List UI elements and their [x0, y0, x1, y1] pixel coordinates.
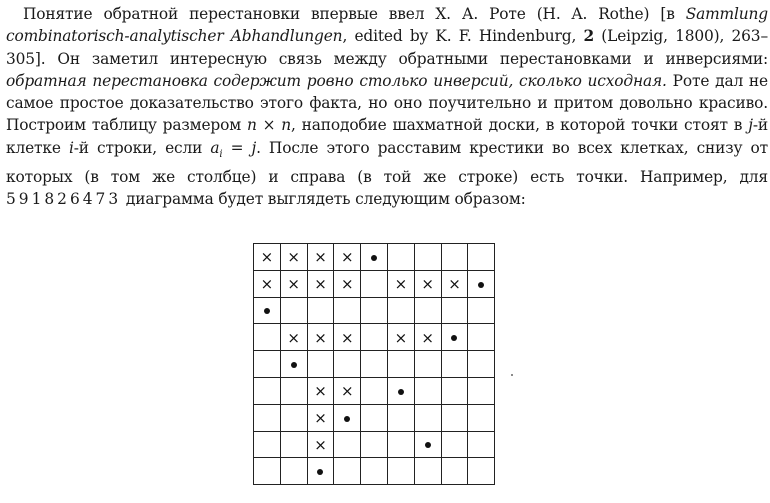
cross-mark: ×	[260, 275, 274, 294]
cross-mark: ×	[314, 275, 327, 294]
grid-cell	[307, 404, 334, 431]
grid-row	[254, 431, 495, 458]
math-subscript-i: i	[219, 148, 223, 160]
grid-cell	[387, 324, 414, 351]
grid-cell	[361, 324, 388, 351]
grid-cell	[307, 431, 334, 458]
grid-cell	[334, 297, 361, 324]
grid-row	[254, 297, 495, 324]
grid-cell	[468, 404, 495, 431]
grid-cell	[387, 297, 414, 324]
grid-cell	[280, 297, 307, 324]
grid-cell	[307, 324, 334, 351]
text-run: (Leipzig, 1800), 263–305]. Он заметил интересную связь между обратными перестановками и инверсиями:	[6, 27, 768, 68]
math-a: a	[210, 138, 220, 157]
grid-row	[254, 244, 495, 271]
grid-cell	[361, 270, 388, 297]
math-equals: =	[222, 138, 252, 157]
grid-cell	[414, 431, 441, 458]
grid-cell	[280, 404, 307, 431]
cross-mark: ×	[421, 275, 434, 294]
body-paragraph	[6, 3, 768, 211]
dot-mark	[344, 416, 350, 422]
grid-cell	[280, 458, 307, 485]
grid-cell	[334, 377, 361, 404]
book-title: Sammlung combinatorisch-analytischer Abhandlungen	[6, 5, 768, 46]
grid-cell	[468, 297, 495, 324]
text-run: , наподобие шахматной доски, в которой точки стоят в	[291, 116, 749, 135]
grid-cell	[334, 270, 361, 297]
grid-cell	[334, 324, 361, 351]
grid-cell	[468, 458, 495, 485]
cross-mark: ×	[287, 248, 300, 267]
cross-mark: ×	[287, 275, 300, 294]
dot-mark	[371, 255, 377, 261]
text-run: диаграмма будет выглядеть следующим образом:	[121, 190, 526, 209]
grid-cell	[387, 351, 414, 378]
grid-cell	[254, 270, 281, 297]
grid-cell	[441, 458, 468, 485]
grid-cell	[307, 458, 334, 485]
stray-dot-mark	[511, 374, 513, 376]
grid-row	[254, 351, 495, 378]
cross-mark: ×	[314, 382, 327, 401]
grid-cell	[334, 244, 361, 271]
grid-cell	[334, 351, 361, 378]
cross-mark: ×	[341, 328, 354, 347]
math-n-by-n: n × n	[246, 116, 291, 135]
grid-cell	[334, 458, 361, 485]
grid-cell	[468, 351, 495, 378]
cross-mark: ×	[314, 409, 327, 428]
theorem-statement: обратная перестановка содержит ровно столько инверсий, сколько исходная.	[6, 71, 667, 90]
grid-cell	[361, 351, 388, 378]
grid-cell	[254, 377, 281, 404]
cross-mark: ×	[314, 435, 327, 454]
grid-cell	[414, 324, 441, 351]
grid-cell	[307, 270, 334, 297]
grid-cell	[441, 297, 468, 324]
grid-cell	[361, 377, 388, 404]
grid-cell	[414, 404, 441, 431]
grid-cell	[280, 377, 307, 404]
grid-cell	[468, 377, 495, 404]
grid-cell	[387, 458, 414, 485]
grid-cell	[468, 324, 495, 351]
grid-cell	[254, 351, 281, 378]
grid-cell	[307, 244, 334, 271]
dot-mark	[291, 362, 297, 368]
text-run: , edited by K. F. Hindenburg,	[342, 27, 584, 46]
grid-cell	[361, 431, 388, 458]
grid-cell	[280, 431, 307, 458]
cross-mark: ×	[287, 328, 300, 347]
text-run: -й клетке	[6, 116, 769, 157]
grid-cell	[414, 377, 441, 404]
grid-cell	[387, 377, 414, 404]
rothe-diagram-grid	[253, 243, 495, 485]
grid-cell	[361, 404, 388, 431]
grid-cell	[307, 297, 334, 324]
grid-cell	[280, 270, 307, 297]
grid-cell	[254, 244, 281, 271]
cross-mark: ×	[314, 328, 327, 347]
dot-mark	[317, 469, 323, 475]
dot-mark	[264, 308, 270, 314]
text-run: -й строки, если	[73, 138, 211, 157]
grid-cell	[414, 351, 441, 378]
grid-cell	[280, 324, 307, 351]
cross-mark: ×	[394, 275, 408, 294]
grid-row	[254, 377, 495, 404]
grid-cell	[441, 244, 468, 271]
permutation-example: 591826473	[6, 190, 122, 209]
grid-cell	[307, 377, 334, 404]
text-run: Роте дал не самое простое доказательство этого факта, но оно поучительно и притом довольно красиво. Построим таблицу размером	[6, 71, 769, 135]
cross-mark: ×	[341, 248, 354, 267]
grid-row	[254, 324, 495, 351]
grid-cell	[361, 458, 388, 485]
cross-mark: ×	[394, 328, 408, 347]
math-j: j	[748, 116, 753, 135]
grid-cell	[280, 244, 307, 271]
grid-cell	[414, 297, 441, 324]
grid-cell	[414, 244, 441, 271]
grid-cell	[387, 431, 414, 458]
grid-cell	[361, 244, 388, 271]
grid-cell	[334, 404, 361, 431]
text-run: Понятие обратной перестановки впервые ввел Х. А. Роте (H. A. Rothe) [в	[23, 5, 686, 23]
grid-cell	[414, 270, 441, 297]
volume-number: 2	[583, 27, 595, 46]
grid-cell	[441, 324, 468, 351]
grid-cell	[387, 244, 414, 271]
cross-mark: ×	[421, 328, 434, 347]
grid-cell	[468, 244, 495, 271]
grid-cell	[254, 458, 281, 485]
grid-cell	[441, 431, 468, 458]
grid-cell	[280, 351, 307, 378]
grid-cell	[361, 297, 388, 324]
dot-mark	[478, 282, 484, 288]
math-i: i	[68, 138, 74, 157]
grid-cell	[468, 431, 495, 458]
dot-mark	[398, 389, 404, 395]
grid-cell	[468, 270, 495, 297]
grid-cell	[254, 324, 281, 351]
math-j: j	[251, 138, 257, 157]
grid-cell	[441, 351, 468, 378]
grid-cell	[441, 404, 468, 431]
dot-mark	[451, 335, 457, 341]
grid-cell	[441, 377, 468, 404]
cross-mark: ×	[341, 275, 354, 294]
grid-cell	[254, 404, 281, 431]
grid-row	[254, 270, 495, 297]
cross-mark: ×	[341, 382, 354, 401]
grid-cell	[414, 458, 441, 485]
grid-cell	[254, 431, 281, 458]
cross-mark: ×	[260, 248, 274, 267]
dot-mark	[425, 442, 431, 448]
cross-mark: ×	[448, 275, 461, 294]
grid-cell	[254, 297, 281, 324]
cross-mark: ×	[314, 248, 327, 267]
grid-cell	[307, 351, 334, 378]
grid-cell	[441, 270, 468, 297]
text-run: . После этого расставим крестики во всех клетках, снизу от которых (в том же столбце) и справа (в той же строке) есть точки. Например, для	[6, 138, 768, 187]
grid-cell	[387, 404, 414, 431]
grid-row	[254, 404, 495, 431]
grid-row	[254, 458, 495, 485]
grid-cell	[387, 270, 414, 297]
grid-cell	[334, 431, 361, 458]
